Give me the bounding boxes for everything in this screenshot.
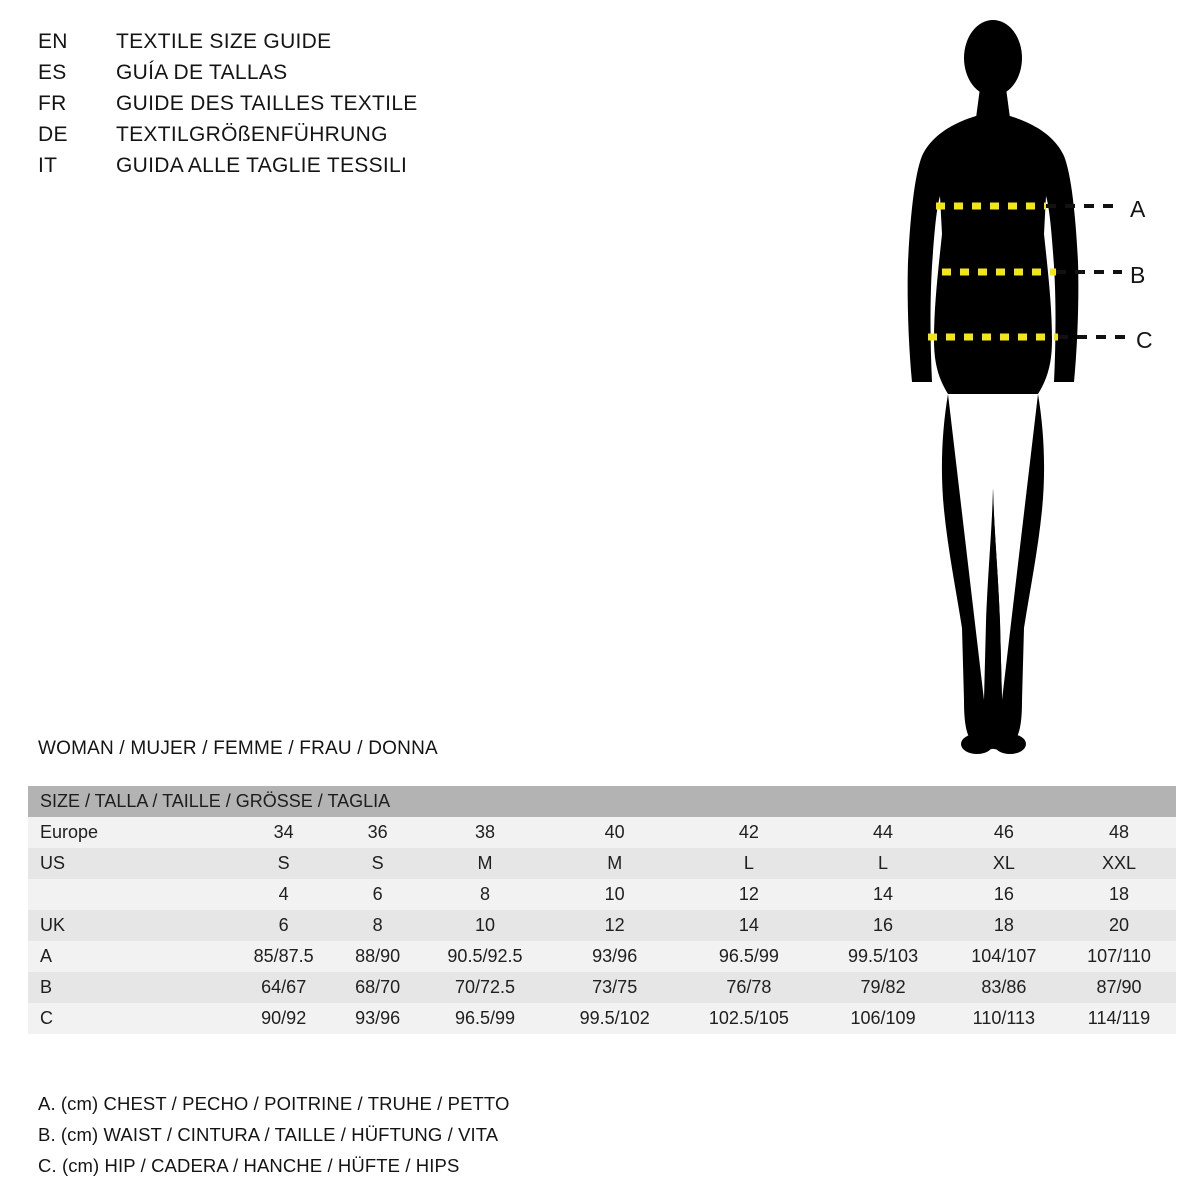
table-cell: 90/92: [261, 1008, 307, 1028]
title-row: [38, 92, 658, 123]
table-cell: 40: [604, 822, 625, 842]
title-row: [38, 61, 658, 92]
table-cell: 93/96: [355, 1008, 401, 1028]
table-cell: 68/70: [355, 977, 401, 997]
table-cell: 83/86: [981, 977, 1027, 997]
table-cell: 102.5/105: [708, 1008, 789, 1028]
table-cell: 99.5/102: [579, 1008, 650, 1028]
table-cell: 88/90: [355, 946, 401, 966]
body-figure: [860, 10, 1190, 770]
table-cell: 44: [873, 822, 894, 842]
table-cell: 90.5/92.5: [447, 946, 523, 966]
table-cell: 8: [372, 915, 383, 935]
table-cell: XXL: [1101, 853, 1137, 873]
legend-line-c: C. (cm) HIP / CADERA / HANCHE / HÜFTE / HIPS: [38, 1155, 460, 1176]
table-cell: 70/72.5: [454, 977, 515, 997]
measurement-label-c: C: [1136, 327, 1153, 353]
table-cell: 16: [873, 915, 894, 935]
table-cell: S: [371, 853, 384, 873]
section-caption: WOMAN / MUJER / FEMME / FRAU / DONNA: [38, 738, 438, 759]
woman-silhouette-icon: [860, 10, 1190, 770]
table-cell: 114/119: [1087, 1008, 1151, 1028]
table-cell: 64/67: [261, 977, 307, 997]
table-header-label: SIZE / TALLA / TAILLE / GRÖSSE / TAGLIA: [28, 786, 1176, 817]
row-label: B: [40, 977, 53, 997]
legend-line-b: B. (cm) WAIST / CINTURA / TAILLE / HÜFTUNG / VITA: [38, 1124, 499, 1145]
table-cell: XL: [992, 853, 1015, 873]
table-cell: 93/96: [592, 946, 638, 966]
title-text: GUIDA ALLE TAGLIE TESSILI: [116, 154, 408, 177]
table-cell: 12: [604, 915, 625, 935]
title-text: TEXTILGRÖßENFÜHRUNG: [116, 123, 388, 146]
table-cell: 20: [1108, 915, 1130, 935]
table-cell: M: [607, 853, 623, 873]
table-cell: 18: [1108, 884, 1130, 904]
table-cell: 76/78: [726, 977, 772, 997]
title-lang-code: IT: [38, 154, 58, 177]
table-cell: 16: [993, 884, 1014, 904]
title-row: [38, 30, 658, 61]
title-block: [38, 30, 658, 185]
table-cell: 42: [738, 822, 759, 842]
table-cell: 110/113: [972, 1008, 1036, 1028]
table-cell: 79/82: [860, 977, 906, 997]
table-row: [28, 848, 1176, 879]
table-cell: 85/87.5: [253, 946, 314, 966]
table-cell: L: [743, 853, 754, 873]
title-row: [38, 123, 658, 154]
table-cell: 107/110: [1087, 946, 1151, 966]
legend-line-a: A. (cm) CHEST / PECHO / POITRINE / TRUHE / PETTO: [38, 1093, 510, 1114]
row-label: C: [40, 1008, 53, 1028]
title-lang-code: EN: [38, 30, 68, 53]
table-cell: 87/90: [1096, 977, 1142, 997]
table-cell: 96.5/99: [718, 946, 779, 966]
measurement-label-b: B: [1130, 262, 1146, 288]
table-cell: 99.5/103: [848, 946, 919, 966]
table-row: [28, 941, 1176, 972]
table-cell: L: [878, 853, 889, 873]
table-cell: 38: [474, 822, 495, 842]
table-cell: 10: [474, 915, 495, 935]
title-row: [38, 154, 658, 185]
title-lang-code: ES: [38, 61, 67, 84]
table-cell: 10: [604, 884, 625, 904]
row-label: UK: [40, 915, 66, 935]
table-cell: 14: [873, 884, 894, 904]
measurement-legend: [38, 1088, 738, 1181]
table-cell: 48: [1108, 822, 1130, 842]
table-cell: 18: [993, 915, 1014, 935]
row-label: [28, 879, 230, 910]
title-lang-code: DE: [38, 123, 68, 146]
table-cell: 106/109: [850, 1008, 916, 1028]
table-cell: 104/107: [971, 946, 1037, 966]
table-cell: 96.5/99: [454, 1008, 515, 1028]
row-label: A: [40, 946, 53, 966]
title-text: GUIDE DES TAILLES TEXTILE: [116, 92, 418, 115]
title-text: TEXTILE SIZE GUIDE: [116, 30, 332, 53]
title-lang-code: FR: [38, 92, 67, 115]
table-cell: 8: [479, 884, 490, 904]
table-cell: M: [477, 853, 493, 873]
table-cell: 73/75: [592, 977, 638, 997]
table-cell: 4: [278, 884, 289, 904]
table-row: [28, 817, 1176, 848]
table-cell: 36: [367, 822, 388, 842]
table-row: [28, 1003, 1176, 1034]
table-cell: 14: [738, 915, 759, 935]
table-cell: 12: [738, 884, 759, 904]
table-cell: 6: [278, 915, 289, 935]
size-table: [28, 786, 1176, 1034]
table-row: [28, 910, 1176, 941]
table-row: [28, 972, 1176, 1003]
measurement-label-a: A: [1130, 196, 1146, 222]
table-cell: 46: [993, 822, 1014, 842]
row-label: US: [40, 853, 66, 873]
table-row: [28, 879, 1176, 910]
table-cell: 6: [372, 884, 383, 904]
table-header-row: [28, 786, 1176, 817]
row-label: Europe: [40, 822, 99, 842]
table-cell: 34: [273, 822, 294, 842]
table-cell: S: [277, 853, 290, 873]
title-text: GUÍA DE TALLAS: [116, 61, 288, 84]
